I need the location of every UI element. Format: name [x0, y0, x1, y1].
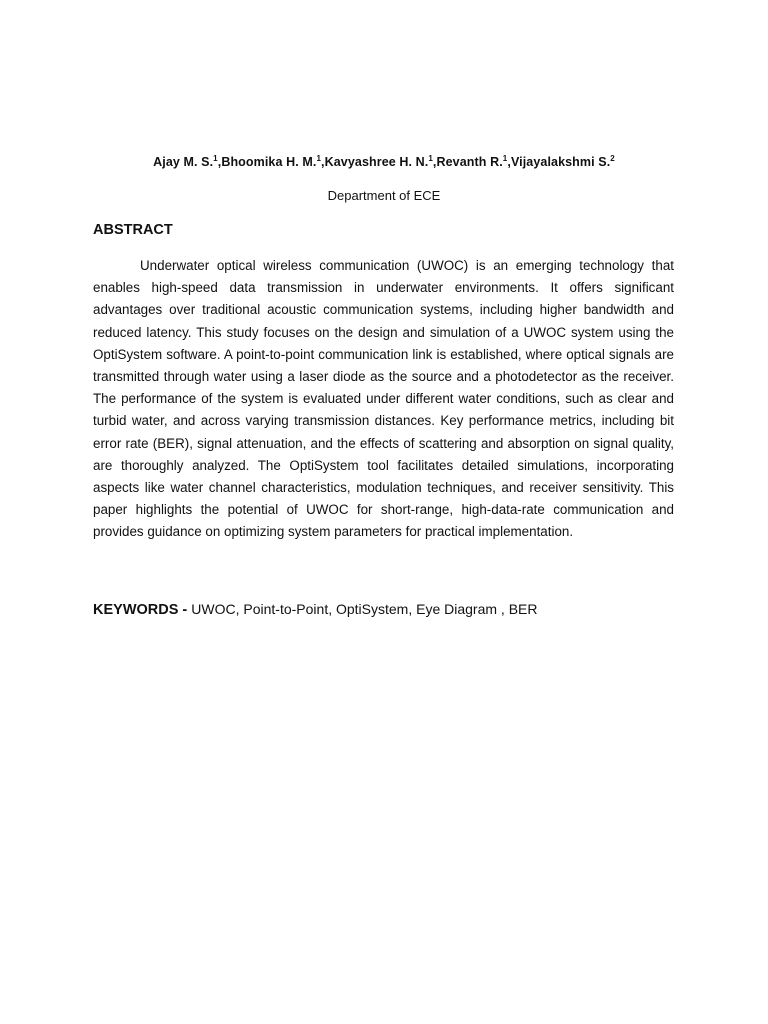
abstract-heading: ABSTRACT — [93, 222, 173, 238]
keywords-label: KEYWORDS - — [93, 602, 192, 618]
affiliation-marker: 1 — [316, 154, 322, 163]
author-name: Bhoomika H. M. — [221, 155, 317, 169]
affiliation-marker: 1 — [502, 154, 508, 163]
author-separator: , — [321, 155, 325, 169]
author-name: Kavyashree H. N. — [324, 155, 429, 169]
keywords-line — [93, 601, 693, 618]
keywords-text: UWOC, Point-to-Point, OptiSystem, Eye Diagram , BER — [191, 601, 538, 617]
author-list — [0, 155, 768, 169]
affiliation-marker: 1 — [213, 154, 218, 163]
affiliation-marker: 2 — [610, 154, 615, 163]
author-separator: , — [507, 155, 511, 169]
author-name: Revanth R. — [436, 155, 503, 169]
department-line: Department of ECE — [327, 188, 441, 203]
author-name: Ajay M. S. — [153, 155, 214, 169]
author-name: Vijayalakshmi S. — [510, 155, 611, 169]
author-separator: , — [432, 155, 437, 169]
author-separator: , — [217, 155, 222, 169]
abstract-body: Underwater optical wireless communication (UWOC) is an emerging technology that enables high-speed data transmission in underwater environments. It offers significant advantages over traditional acoustic communication systems, including higher bandwidth and reduced latency. This study focuses on the design and simulation of a UWOC system using the OptiSystem software. A point-to-point communication link is established, where optical signals are transmitted through water using a laser diode as the source and a photodetector as the receiver. The performance of the system is evaluated under different water conditions, such as clear and turbid water, and across varying transmission distances. Key performance metrics, including bit error rate (BER), signal attenuation, and the effects of scattering and absorption on signal quality, are thoroughly analyzed. The OptiSystem tool facilitates detailed simulations, incorporating aspects like water channel characteristics, modulation techniques, and receiver sensitivity. This paper highlights the potential of UWOC for short-range, high-data-rate communication and provides guidance on optimizing system parameters for practical implementation. — [93, 258, 674, 540]
affiliation-marker: 1 — [428, 154, 433, 163]
